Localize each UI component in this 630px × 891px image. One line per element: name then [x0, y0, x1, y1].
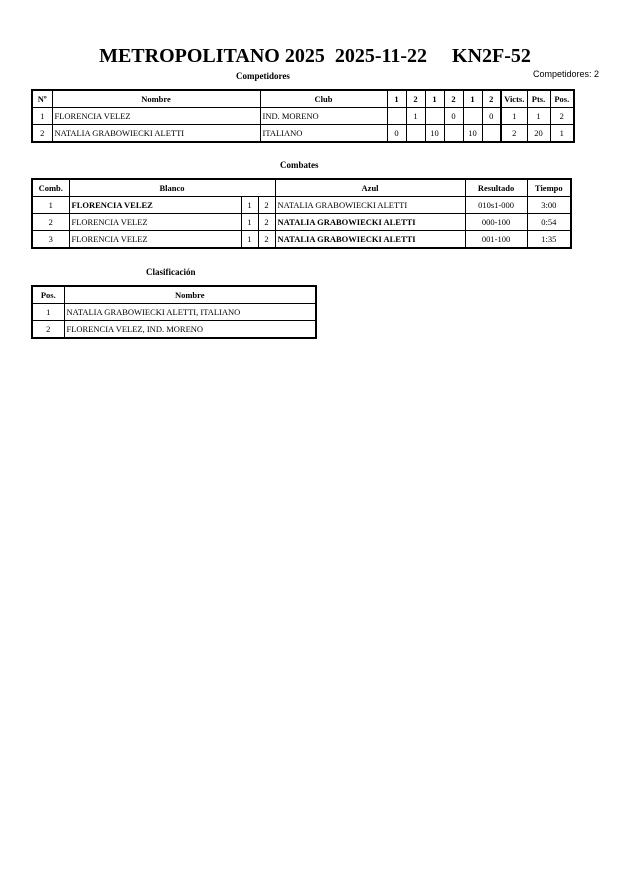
- col-header-score: 2: [406, 90, 425, 108]
- page-title: METROPOLITANO 2025 2025-11-22 KN2F-52: [99, 45, 531, 67]
- table-row: [32, 125, 574, 143]
- section-title-combates: Combates: [280, 160, 319, 170]
- white-competitor: FLORENCIA VELEZ: [69, 231, 241, 249]
- position-cell: 1: [550, 125, 574, 143]
- col-header-blanco: Blanco: [69, 179, 275, 197]
- white-competitor: FLORENCIA VELEZ: [69, 197, 241, 214]
- fight-result: 001-100: [465, 231, 527, 249]
- white-marker: 1: [241, 197, 258, 214]
- competitors-header-row: [32, 90, 574, 108]
- section-title-competidores: Competidores: [236, 71, 290, 81]
- col-header-num: Nº: [32, 90, 52, 108]
- position-cell: 2: [550, 108, 574, 125]
- col-header-victs: Victs.: [501, 90, 527, 108]
- col-header-score: 2: [444, 90, 463, 108]
- competitor-name: NATALIA GRABOWIECKI ALETTI: [52, 125, 260, 143]
- blue-marker: 2: [258, 197, 275, 214]
- fight-number: 2: [32, 214, 69, 231]
- blue-marker: 2: [258, 214, 275, 231]
- competitor-club: ITALIANO: [260, 125, 387, 143]
- col-header-score: 1: [425, 90, 444, 108]
- score-cell: 10: [463, 125, 482, 143]
- score-cell: 0: [482, 108, 501, 125]
- white-marker: 1: [241, 231, 258, 249]
- fight-result: 000-100: [465, 214, 527, 231]
- table-row: [32, 231, 571, 249]
- fight-number: 3: [32, 231, 69, 249]
- col-header-comb: Comb.: [32, 179, 69, 197]
- col-header-score: 1: [387, 90, 406, 108]
- competitor-number: 1: [32, 108, 52, 125]
- ranking-header-row: [32, 286, 316, 304]
- white-marker: 1: [241, 214, 258, 231]
- col-header-pos: Pos.: [32, 286, 64, 304]
- col-header-pos: Pos.: [550, 90, 574, 108]
- score-cell: [406, 125, 425, 143]
- section-title-clasificacion: Clasificación: [146, 267, 196, 277]
- ranking-position: 2: [32, 321, 64, 339]
- table-row: [32, 197, 571, 214]
- blue-competitor: NATALIA GRABOWIECKI ALETTI: [275, 197, 465, 214]
- ranking-name: NATALIA GRABOWIECKI ALETTI, ITALIANO: [64, 304, 316, 321]
- score-cell: 10: [425, 125, 444, 143]
- fight-number: 1: [32, 197, 69, 214]
- competitor-number: 2: [32, 125, 52, 143]
- victories-cell: 2: [501, 125, 527, 143]
- blue-marker: 2: [258, 231, 275, 249]
- white-competitor: FLORENCIA VELEZ: [69, 214, 241, 231]
- col-header-azul: Azul: [275, 179, 465, 197]
- victories-cell: 1: [501, 108, 527, 125]
- col-header-club: Club: [260, 90, 387, 108]
- competitor-name: FLORENCIA VELEZ: [52, 108, 260, 125]
- col-header-nombre: Nombre: [52, 90, 260, 108]
- score-cell: 0: [444, 108, 463, 125]
- fight-time: 1:35: [527, 231, 571, 249]
- score-cell: 1: [406, 108, 425, 125]
- fights-header-row: [32, 179, 571, 197]
- competitor-club: IND. MORENO: [260, 108, 387, 125]
- blue-competitor: NATALIA GRABOWIECKI ALETTI: [275, 214, 465, 231]
- table-row: [32, 304, 316, 321]
- score-cell: [425, 108, 444, 125]
- score-cell: [444, 125, 463, 143]
- fights-table: [31, 178, 572, 249]
- table-row: [32, 321, 316, 339]
- score-cell: 0: [387, 125, 406, 143]
- score-cell: [463, 108, 482, 125]
- fight-result: 010s1-000: [465, 197, 527, 214]
- col-header-nombre: Nombre: [64, 286, 316, 304]
- blue-competitor: NATALIA GRABOWIECKI ALETTI: [275, 231, 465, 249]
- col-header-score: 1: [463, 90, 482, 108]
- ranking-name: FLORENCIA VELEZ, IND. MORENO: [64, 321, 316, 339]
- col-header-pts: Pts.: [527, 90, 550, 108]
- competitors-count: Competidores: 2: [532, 69, 599, 79]
- fight-time: 0:54: [527, 214, 571, 231]
- col-header-resultado: Resultado: [465, 179, 527, 197]
- points-cell: 20: [527, 125, 550, 143]
- points-cell: 1: [527, 108, 550, 125]
- table-row: [32, 214, 571, 231]
- score-cell: [482, 125, 501, 143]
- ranking-position: 1: [32, 304, 64, 321]
- col-header-tiempo: Tiempo: [527, 179, 571, 197]
- score-cell: [387, 108, 406, 125]
- ranking-table: [31, 285, 317, 339]
- fight-time: 3:00: [527, 197, 571, 214]
- col-header-score: 2: [482, 90, 501, 108]
- table-row: [32, 108, 574, 125]
- competitors-table: [31, 89, 575, 143]
